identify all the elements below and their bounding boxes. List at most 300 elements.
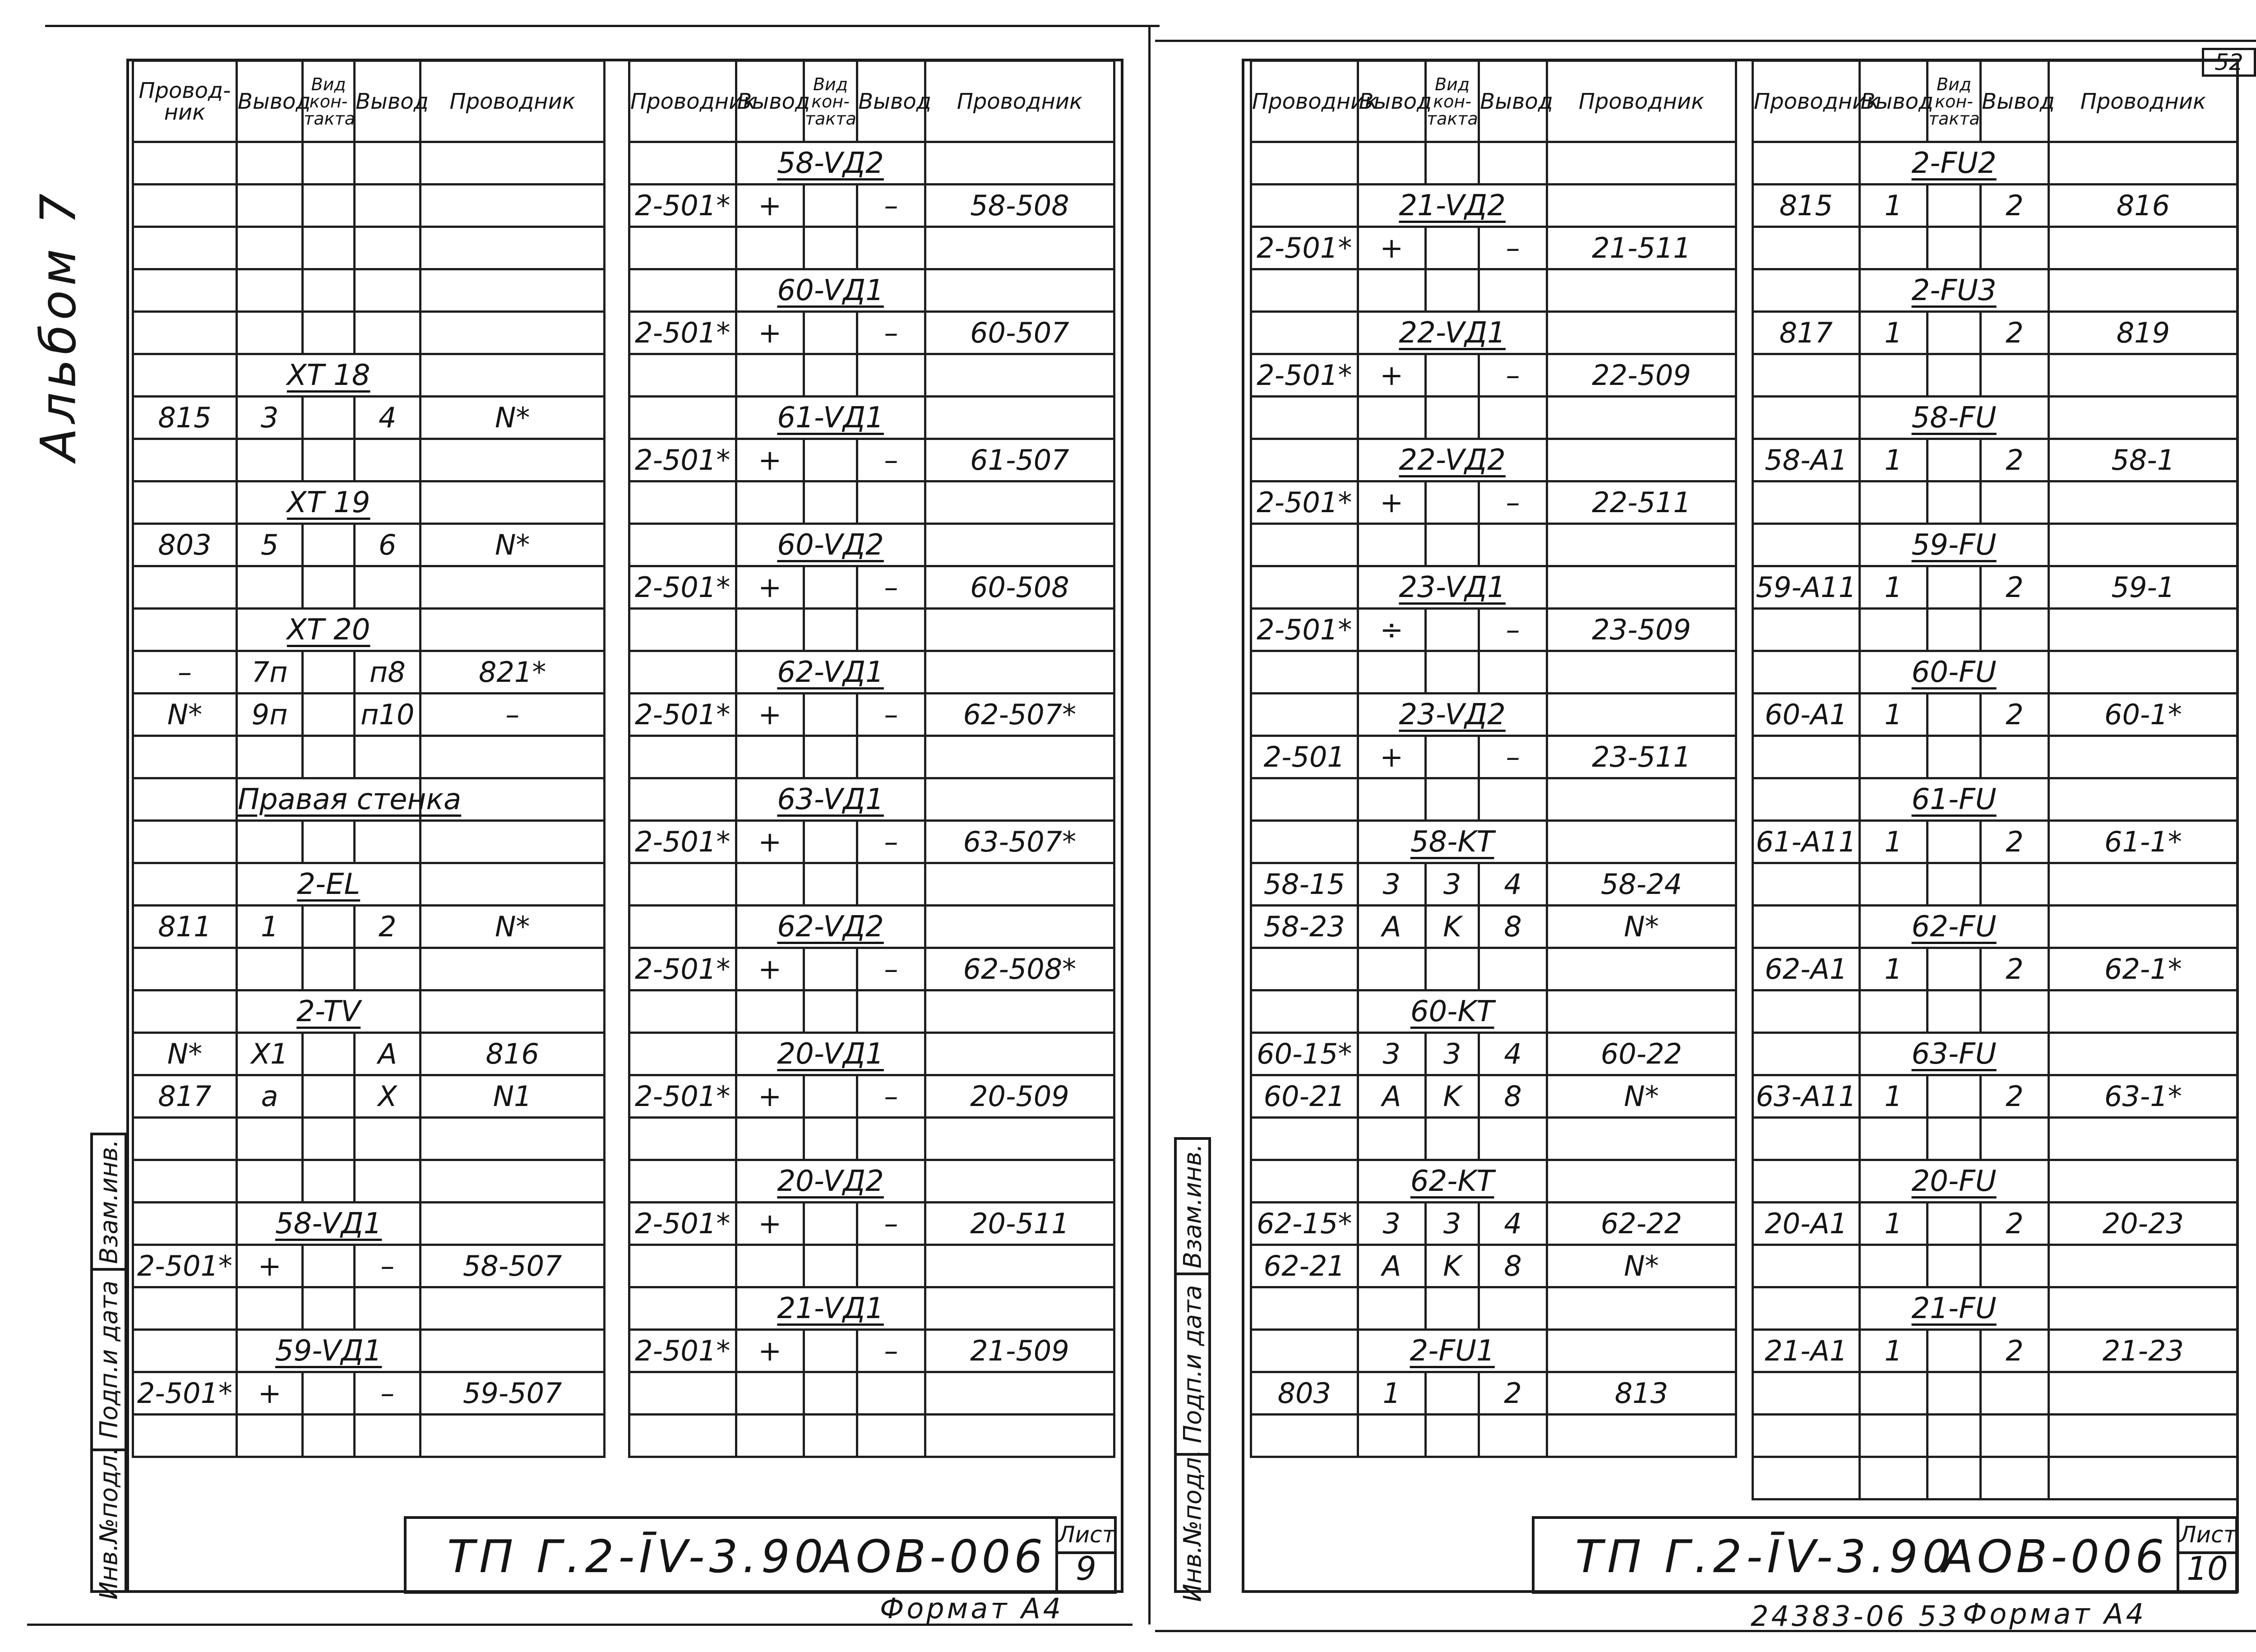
device-designation: 62-VД2 [736,906,925,948]
contact-type-cell [1426,651,1479,694]
table-cell [925,524,1114,566]
table-row [133,1245,605,1287]
terminal-cell [236,1118,302,1160]
to-conductor-cell: 20-511 [925,1203,1114,1245]
terminal-cell: 2 [1981,821,2049,863]
device-header-row [629,397,1114,439]
contact-type-cell [1928,1372,1981,1415]
contact-type-cell [804,312,857,354]
from-conductor-cell [133,1160,237,1203]
table-cell [2048,1033,2238,1075]
from-conductor-cell: 803 [133,524,237,566]
device-designation: 2-FU1 [1358,1330,1547,1372]
table-row [629,1245,1114,1287]
terminal-cell: + [236,1245,302,1287]
terminal-cell [1358,1415,1426,1457]
top-edge-line-left [45,25,1160,27]
contact-type-cell [1928,821,1981,863]
contact-type-cell [303,269,355,312]
table-row [133,185,605,227]
table-row [629,185,1114,227]
to-conductor-cell [2048,1245,2238,1287]
table-header-row [629,61,1114,142]
terminal-cell [1479,1118,1547,1160]
to-conductor-cell [925,1245,1114,1287]
table-cell [1251,821,1358,863]
terminal-cell [736,609,804,651]
contact-type-cell [1928,1457,1981,1499]
contact-type-cell [303,1075,355,1118]
table-cell [1547,1160,1736,1203]
sheet-number: 9 [1076,1550,1096,1587]
table-row [133,1160,605,1203]
from-conductor-cell [1251,524,1358,566]
table-row [629,312,1114,354]
terminal-cell: 2 [1981,439,2049,481]
table-row [133,1415,605,1457]
terminal-cell: 2 [1981,694,2049,736]
to-conductor-cell [2048,481,2238,524]
table-row [133,142,605,185]
to-conductor-cell [2048,990,2238,1033]
terminal-cell: – [1479,354,1547,397]
table-row [133,1033,605,1075]
from-conductor-cell [629,354,736,397]
device-header-row [1753,1160,2238,1203]
from-conductor-cell: 58-23 [1251,906,1358,948]
to-conductor-cell: 62-508* [925,948,1114,990]
from-conductor-cell: 62-15* [1251,1203,1358,1245]
to-conductor-cell: 60-508 [925,566,1114,609]
to-conductor-cell [925,227,1114,269]
table-row [1251,481,1736,524]
table-row [1251,1372,1736,1415]
terminal-cell: + [736,566,804,609]
terminal-cell [1981,1457,2049,1499]
wiring-table-2 [628,60,1115,1458]
terminal-cell: + [736,1075,804,1118]
table-row [1251,354,1736,397]
device-designation: 58-KT [1358,821,1547,863]
terminal-cell: + [1358,227,1426,269]
table-row [1251,397,1736,439]
to-conductor-cell [2048,1372,2238,1415]
terminal-cell [236,1160,302,1203]
device-designation: 22-VД1 [1358,312,1547,354]
table-row [1753,694,2238,736]
terminal-cell: 2 [355,906,421,948]
device-designation: 21-VД2 [1358,185,1547,227]
table-row [629,1372,1114,1415]
terminal-cell [1859,227,1928,269]
to-conductor-cell: 61-1* [2048,821,2238,863]
contact-type-cell [1928,312,1981,354]
from-conductor-cell: 2-501* [629,185,736,227]
from-conductor-cell [1251,651,1358,694]
table-cell [1547,990,1736,1033]
table-cell [629,269,736,312]
to-conductor-cell [2048,354,2238,397]
contact-type-cell [1928,1415,1981,1457]
table-cell [421,990,605,1033]
to-conductor-cell [925,863,1114,906]
device-header-row [629,651,1114,694]
table-cell [1251,694,1358,736]
contact-type-cell [1928,1203,1981,1245]
table-cell [2048,1160,2238,1203]
table-row [133,1075,605,1118]
to-conductor-cell: 22-511 [1547,481,1736,524]
table-row [1753,1203,2238,1245]
terminal-cell: – [1479,736,1547,778]
terminal-cell [857,227,925,269]
table-row [1251,736,1736,778]
drawing-code: ТП Г.2-ĪV-3.90 [447,1530,828,1583]
device-header-row [629,1160,1114,1203]
to-conductor-cell: 21-511 [1547,227,1736,269]
title-stamp-left [404,1516,1117,1594]
to-conductor-cell: 58-507 [421,1245,605,1287]
terminal-header: Вывод [1859,61,1928,142]
contact-type-cell [303,1245,355,1287]
contact-type-cell [804,439,857,481]
table-row [1251,609,1736,651]
from-conductor-cell: N* [133,1033,237,1075]
from-conductor-cell [1753,1245,1860,1287]
terminal-cell: A [1358,1245,1426,1287]
table-cell [925,778,1114,821]
terminal-cell [236,1287,302,1330]
terminal-cell [1859,481,1928,524]
contact-type-cell [1426,736,1479,778]
table-cell [133,481,237,524]
table-row [629,736,1114,778]
wiring-table-1 [132,60,606,1458]
terminal-cell [355,1160,421,1203]
terminal-cell [857,736,925,778]
table-cell [133,778,237,821]
table-row [1753,736,2238,778]
terminal-cell: a [236,1075,302,1118]
terminal-cell: – [1479,609,1547,651]
contact-type-cell [303,439,355,481]
device-header-row [629,524,1114,566]
terminal-cell [355,185,421,227]
device-designation: 60-KT [1358,990,1547,1033]
terminal-cell [236,142,302,185]
from-conductor-cell [1753,609,1860,651]
table-row [1251,1033,1736,1075]
to-conductor-cell: 60-22 [1547,1033,1736,1075]
terminal-cell [857,990,925,1033]
table-header-row [1251,61,1736,142]
from-conductor-cell: – [133,651,237,694]
table-row [133,906,605,948]
contact-type-cell [1426,948,1479,990]
terminal-cell: + [736,1203,804,1245]
to-conductor-cell: 23-509 [1547,609,1736,651]
from-conductor-cell [1251,1415,1358,1457]
device-header-row [133,1203,605,1245]
table-cell [421,1330,605,1372]
to-conductor-cell [1547,948,1736,990]
device-designation: 20-VД2 [736,1160,925,1203]
terminal-cell [857,863,925,906]
terminal-cell [1859,863,1928,906]
table-header-row [1753,61,2238,142]
from-conductor-cell: 60-21 [1251,1075,1358,1118]
sheet-label: Лист [2179,1522,2235,1554]
corner-sheet-number: 52 [2214,49,2243,75]
side-stamp-label: Подп.и дата [1178,1285,1207,1444]
terminal-cell [1859,609,1928,651]
terminal-cell [1981,1245,2049,1287]
from-conductor-cell [133,185,237,227]
terminal-cell: 2 [1981,1203,2049,1245]
contact-type-cell [303,566,355,609]
terminal-cell: + [1358,481,1426,524]
table-row [629,566,1114,609]
terminal-cell [736,736,804,778]
terminal-header: Вывод [736,61,804,142]
from-conductor-cell [133,1118,237,1160]
side-stamp-label: Инв.№подл. [94,1447,123,1600]
terminal-cell [1358,651,1426,694]
from-conductor-cell [629,1372,736,1415]
terminal-cell [355,1118,421,1160]
from-conductor-cell: 815 [133,397,237,439]
table-row [629,821,1114,863]
to-conductor-cell: 813 [1547,1372,1736,1415]
table-cell [629,397,736,439]
contact-type-cell [1426,397,1479,439]
to-conductor-cell [421,821,605,863]
from-conductor-cell [1753,1372,1860,1415]
from-conductor-cell [629,1118,736,1160]
document-number: АОВ-006 [1942,1530,2168,1583]
from-conductor-cell: 2-501* [1251,354,1358,397]
terminal-cell [1479,948,1547,990]
from-conductor-cell [629,1415,736,1457]
terminal-cell: 1 [1859,566,1928,609]
contact-type-cell [1928,609,1981,651]
terminal-cell: 4 [1479,1033,1547,1075]
terminal-cell: + [736,439,804,481]
table-cell [1753,1033,1860,1075]
contact-type-cell [303,694,355,736]
contact-type-cell [1426,524,1479,566]
from-conductor-cell [133,1415,237,1457]
from-conductor-cell [1251,1287,1358,1330]
table-row [133,1372,605,1415]
to-conductor-cell [421,142,605,185]
table-cell [629,1160,736,1203]
table-row [1251,906,1736,948]
table-cell [133,1330,237,1372]
to-conductor-cell: 21-23 [2048,1330,2238,1372]
table-cell [1251,312,1358,354]
terminal-cell [355,1415,421,1457]
from-conductor-cell [133,269,237,312]
terminal-cell: 5 [236,524,302,566]
from-conductor-cell [629,863,736,906]
terminal-cell: 4 [355,397,421,439]
terminal-header: Вывод [355,61,421,142]
terminal-cell [857,1415,925,1457]
device-header-row [1753,651,2238,694]
table-row [1251,227,1736,269]
contact-type-cell: 3 [1426,1203,1479,1245]
contact-type-cell [303,948,355,990]
contact-type-cell [1928,736,1981,778]
from-conductor-cell: 2-501* [1251,609,1358,651]
from-conductor-cell: 2-501* [629,1330,736,1372]
table-cell [1251,566,1358,609]
table-cell [2048,651,2238,694]
table-row [1753,354,2238,397]
contact-type-cell [1426,354,1479,397]
to-conductor-cell [421,736,605,778]
from-conductor-cell: N* [133,694,237,736]
contact-type-cell: 3 [1426,1033,1479,1075]
contact-type-cell [303,185,355,227]
device-header-row [1753,269,2238,312]
terminal-header: Вывод [1981,61,2049,142]
device-designation: 22-VД2 [1358,439,1547,481]
terminal-cell: – [857,312,925,354]
to-conductor-cell: 816 [421,1033,605,1075]
table-row [629,439,1114,481]
title-stamp-right [1532,1516,2238,1594]
contact-type-cell [804,990,857,1033]
device-designation: 21-VД1 [736,1287,925,1330]
table-row [1251,1415,1736,1457]
sheet-divider [1148,27,1151,1624]
table-cell [1547,821,1736,863]
device-designation: 62-VД1 [736,651,925,694]
table-cell [421,481,605,524]
to-conductor-cell [421,312,605,354]
contact-type-header: Вид кон-такта [1928,61,1981,142]
to-conductor-cell: – [421,694,605,736]
from-conductor-cell [1753,990,1860,1033]
contact-type-cell [804,1118,857,1160]
table-row [629,1075,1114,1118]
contact-type-cell [1426,778,1479,821]
table-cell [629,1287,736,1330]
table-row [1753,1415,2238,1457]
from-conductor-cell: 2-501* [629,1203,736,1245]
device-designation: 2-EL [236,863,421,906]
terminal-cell: 3 [1358,863,1426,906]
contact-type-cell [804,1075,857,1118]
terminal-cell [236,948,302,990]
terminal-cell [736,1245,804,1287]
terminal-cell: + [736,948,804,990]
contact-type-cell [303,397,355,439]
terminal-cell: 2 [1981,312,2049,354]
device-header-row [629,269,1114,312]
from-conductor-cell: 2-501* [133,1245,237,1287]
terminal-cell: ÷ [1358,609,1426,651]
terminal-cell: п8 [355,651,421,694]
from-conductor-cell [133,736,237,778]
table-cell [629,1033,736,1075]
device-header-row [133,354,605,397]
to-conductor-cell: 58-1 [2048,439,2238,481]
terminal-cell [1859,1415,1928,1457]
contact-type-cell [303,651,355,694]
contact-type-header: Вид кон-такта [303,61,355,142]
contact-type-header: Вид кон-такта [804,61,857,142]
terminal-cell [1981,863,2049,906]
table-row [629,863,1114,906]
terminal-header: Вывод [1479,61,1547,142]
terminal-cell [1479,142,1547,185]
table-row [1251,1245,1736,1287]
device-designation: 58-FU [1859,397,2048,439]
terminal-cell: 6 [355,524,421,566]
device-header-row [1753,142,2238,185]
terminal-cell [1358,1287,1426,1330]
from-conductor-cell: 2-501* [1251,227,1358,269]
terminal-cell [1358,524,1426,566]
terminal-cell: + [736,312,804,354]
terminal-cell [1859,1118,1928,1160]
contact-type-cell [303,1160,355,1203]
table-row [1251,1203,1736,1245]
to-conductor-cell: N* [421,906,605,948]
table-row [629,609,1114,651]
to-conductor-cell: 816 [2048,185,2238,227]
conductor-header: Проводник [2048,61,2238,142]
to-conductor-cell: 58-24 [1547,863,1736,906]
table-row [133,439,605,481]
device-header-row [629,906,1114,948]
terminal-cell [1981,1118,2049,1160]
from-conductor-cell: 817 [1753,312,1860,354]
terminal-cell: – [1479,227,1547,269]
table-row [1251,269,1736,312]
contact-type-cell [1928,439,1981,481]
from-conductor-cell [629,1245,736,1287]
contact-type-cell [804,1203,857,1245]
terminal-cell [355,566,421,609]
side-stamp-label: Взам.инв. [1178,1143,1207,1269]
table-row [133,312,605,354]
terminal-cell: + [1358,354,1426,397]
to-conductor-cell [421,948,605,990]
to-conductor-cell: 21-509 [925,1330,1114,1372]
from-conductor-cell [629,227,736,269]
contact-type-cell [804,821,857,863]
table-cell [1753,524,1860,566]
drawing-code: ТП Г.2-ĪV-3.90 [1575,1530,1956,1583]
terminal-cell: 1 [1859,694,1928,736]
terminal-cell: 1 [1859,312,1928,354]
table-cell [2048,397,2238,439]
terminal-cell [1859,1245,1928,1287]
table-cell [421,354,605,397]
table-cell [629,906,736,948]
table-row [1251,524,1736,566]
from-conductor-cell [133,948,237,990]
contact-type-cell [804,481,857,524]
terminal-cell [1859,1457,1928,1499]
terminal-cell: 4 [1479,1203,1547,1245]
terminal-cell [1479,778,1547,821]
terminal-cell [236,566,302,609]
